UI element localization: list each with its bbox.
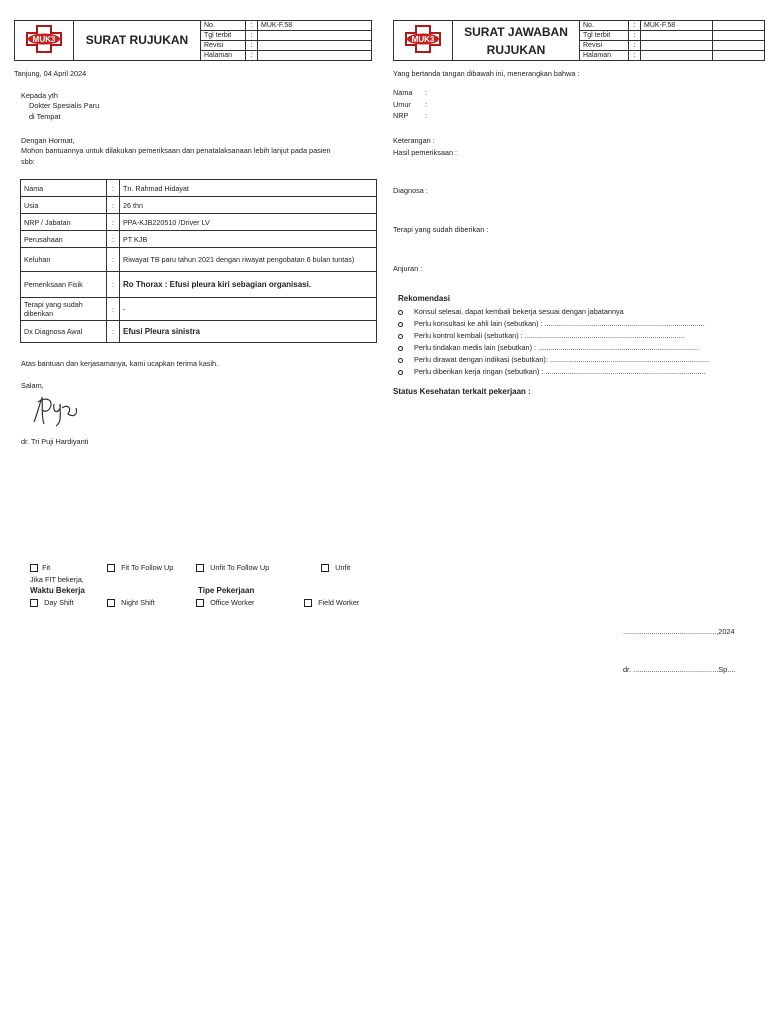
table-row: NRP / Jabatan : PPA-KJB220510 /Driver LV xyxy=(21,214,377,231)
rekomendasi-item[interactable]: Konsul selesai, dapat kembali bekerja sesuai dengan jabatannya xyxy=(398,307,403,316)
intro-line-2: sbb: xyxy=(21,157,35,166)
right-title xyxy=(453,21,580,61)
intro-line-1: Mohon bantuannya untuk dilakukan pemeriksaan dan penatalaksanaan lebih lanjut pada pasien xyxy=(21,146,331,155)
checkbox-icon xyxy=(107,599,115,607)
kepada: Kepada yth xyxy=(21,91,58,100)
day-shift-checkbox[interactable]: Day Shift xyxy=(30,598,74,607)
rekomendasi-item[interactable]: Perlu kontrol kembali (sebutkan) : ............................................................................... xyxy=(398,331,403,340)
meta-value xyxy=(641,31,713,41)
terapi: Terapi yang sudah diberikan : xyxy=(393,225,489,234)
rekomendasi-title: Rekomendasi xyxy=(398,294,451,303)
meta-value: MUK-F.58 xyxy=(258,21,372,31)
muk3-logo-icon xyxy=(25,24,63,54)
fit-to-follow-up-checkbox[interactable]: Fit To Follow Up xyxy=(107,563,173,572)
checkbox-icon xyxy=(30,599,38,607)
umur-field: Umur : xyxy=(393,100,428,109)
nrp-field: NRP : xyxy=(393,111,428,120)
checkbox-icon xyxy=(196,564,204,572)
unfit-to-follow-up-checkbox[interactable]: Unfit To Follow Up xyxy=(196,563,269,572)
meta-label: Tgl terbit xyxy=(201,31,246,41)
bullet-icon xyxy=(398,370,403,375)
checkbox-icon xyxy=(321,564,329,572)
greeting: Dengan Hormat, xyxy=(21,136,75,145)
table-row: Pemeriksaan Fisik : Ro Thorax : Efusi pleura kiri sebagian organisasi. xyxy=(21,272,377,298)
meta-label: Halaman xyxy=(580,51,629,61)
nama-field: Nama : xyxy=(393,88,428,97)
keterangan: Keterangan : xyxy=(393,136,435,145)
date-sign: ..............................................,2024 xyxy=(623,627,735,636)
office-worker-checkbox[interactable]: Office Worker xyxy=(196,598,254,607)
salam: Salam, xyxy=(21,381,44,390)
signature-icon xyxy=(28,394,84,432)
meta-label: Revisi xyxy=(201,41,246,51)
fit-checkbox[interactable]: Fit xyxy=(30,563,50,572)
checkbox-icon xyxy=(196,599,204,607)
bullet-icon xyxy=(398,346,403,351)
table-row: Dx Diagnosa Awal : Efusi Pleura sinistra xyxy=(21,321,377,343)
meta-label: Tgl terbit xyxy=(580,31,629,41)
logo-text: MUK3 xyxy=(411,35,435,44)
hasil-pemeriksaan: Hasil pemeriksaan : xyxy=(393,148,458,157)
right-intro: Yang bertanda tangan dibawah ini, menerangkan bahwa : xyxy=(393,69,580,78)
tipe-title: Tipe Pekerjaan xyxy=(198,586,255,595)
doctor-sign: dr. ..........................................Sp.... xyxy=(623,665,736,674)
thanks: Atas bantuan dan kerjasamanya, kami ucapkan terima kasih. xyxy=(21,359,219,368)
bullet-icon xyxy=(398,322,403,327)
bullet-icon xyxy=(398,334,403,339)
kepada-name: Dokter Spesialis Paru xyxy=(29,101,100,110)
rekomendasi-item[interactable]: Perlu dirawat dengan indikasi (sebutkan): ............................................................................... xyxy=(398,355,403,364)
bullet-icon xyxy=(398,310,403,315)
checkbox-icon xyxy=(107,564,115,572)
kepada-place: di Tempat xyxy=(29,112,61,121)
meta-label: No. xyxy=(580,21,629,31)
logo-text: MUK3 xyxy=(32,35,56,44)
night-shift-checkbox[interactable]: Night Shift xyxy=(107,598,155,607)
meta-label: Halaman xyxy=(201,51,246,61)
table-row: Nama : Tn. Rahmad Hidayat xyxy=(21,180,377,197)
waktu-title: Waktu Bekerja xyxy=(30,586,85,595)
right-title-line-2: RUJUKAN xyxy=(486,42,546,57)
patient-table xyxy=(20,179,377,343)
unfit-checkbox[interactable]: Unfit xyxy=(321,563,350,572)
status-kesehatan: Status Kesehatan terkait pekerjaan : xyxy=(393,387,531,396)
logo-cell xyxy=(15,21,74,61)
meta-value: MUK-F.58 xyxy=(641,21,713,31)
left-header: MUK3 SURAT RUJUKAN No. : MUK-F.58 Tgl terbit : Revisi : Halaman : xyxy=(14,20,372,61)
right-header: MUK3 SURAT JAWABAN RUJUKAN No. : MUK-F.58 Tgl terbit : Revisi : Halaman : xyxy=(393,20,765,61)
meta-value xyxy=(641,41,713,51)
left-title: SURAT RUJUKAN xyxy=(74,21,201,61)
rekomendasi-item[interactable]: Perlu konsultasi ke ahli lain (sebutkan) : ............................................................................... xyxy=(398,319,403,328)
date-line: Tanjung, 04 April 2024 xyxy=(14,69,87,78)
meta-label: Revisi xyxy=(580,41,629,51)
checkbox-icon xyxy=(304,599,312,607)
jika-fit: Jika FIT bekerja, xyxy=(30,575,84,584)
meta-value xyxy=(258,41,372,51)
table-row: Usia : 26 thn xyxy=(21,197,377,214)
muk3-logo-icon xyxy=(404,24,442,54)
doctor-name: dr. Tri Puji Hardiyanti xyxy=(21,437,89,446)
anjuran: Anjuran : xyxy=(393,264,423,273)
right-title-line-1: SURAT JAWABAN xyxy=(464,24,568,39)
rekomendasi-item[interactable]: Perlu diberikan kerja ringan (sebutkan) : ............................................................................... xyxy=(398,367,403,376)
table-row: Terapi yang sudah diberikan : - xyxy=(21,298,377,321)
bullet-icon xyxy=(398,358,403,363)
table-row: Perusahaan : PT KJB xyxy=(21,231,377,248)
table-row: Keluhan : Riwayat TB paru tahun 2021 dengan riwayat pengobatan 6 bulan tuntas) xyxy=(21,248,377,272)
checkbox-icon xyxy=(30,564,38,572)
meta-value xyxy=(258,31,372,41)
meta-value xyxy=(258,51,372,61)
diagnosa: Diagnosa : xyxy=(393,186,428,195)
rekomendasi-item[interactable]: Perlu tindakan medis lain (sebutkan) : ............................................................................... xyxy=(398,343,403,352)
meta-label: No. xyxy=(201,21,246,31)
field-worker-checkbox[interactable]: Field Worker xyxy=(304,598,359,607)
logo-cell xyxy=(394,21,453,61)
meta-value xyxy=(641,51,713,61)
